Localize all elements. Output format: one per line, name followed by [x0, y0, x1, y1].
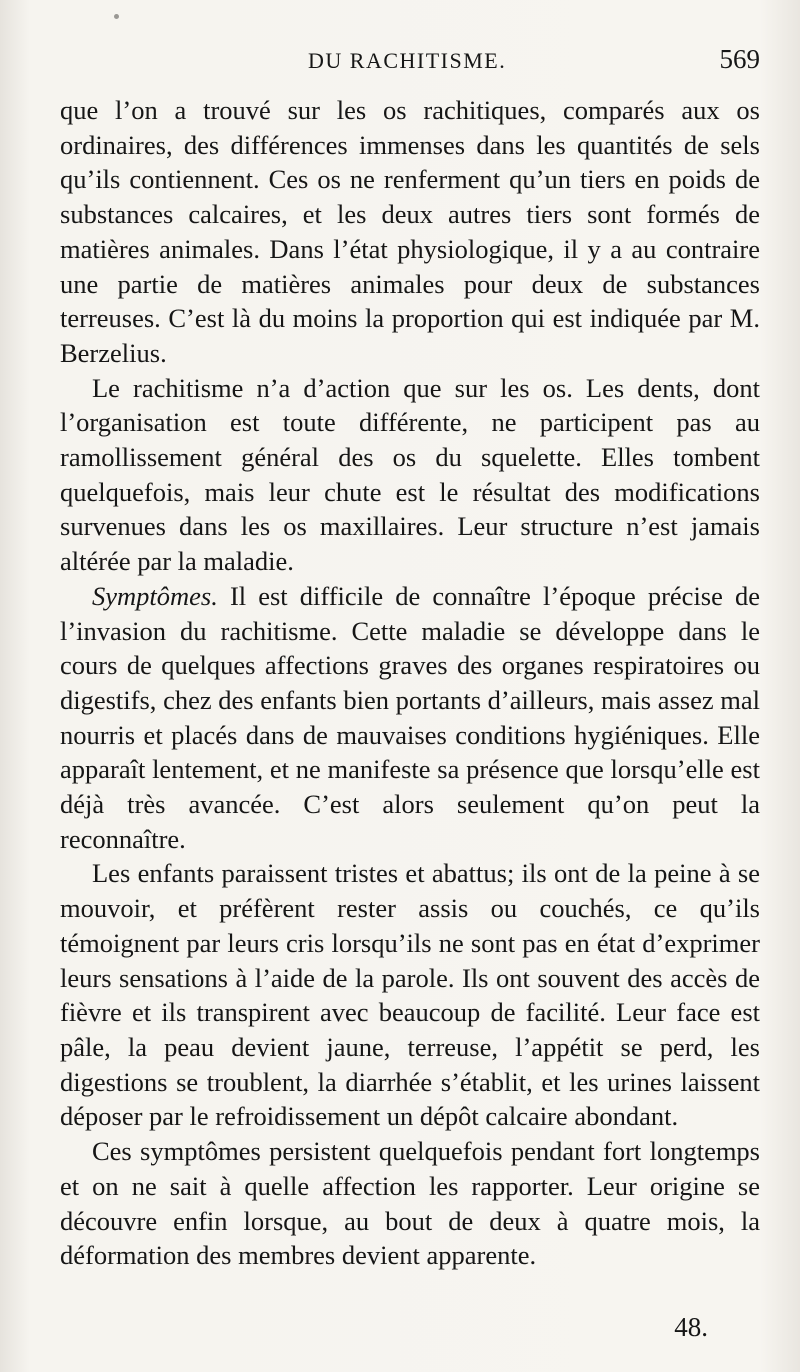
- paragraph-3-text: Il est difficile de connaître l’époque précise de l’invasion du rachitisme. Cette maladie se développe dans le cours de quelques affections graves des organes respiratoires ou digestifs, chez des enfants bien portants d’ailleurs, mais assez mal nourris et placés dans de mauvaises conditions hygiéniques. Elle apparaît lentement, et ne manifeste sa présence que lorsqu’elle est déjà très avancée. C’est alors seulement qu’on peut la reconnaître.: [60, 580, 760, 854]
- paragraph-4: Les enfants paraissent tristes et abattus; ils ont de la peine à se mouvoir, et préfèrent rester assis ou couchés, ce qu’ils témoignent par leurs cris lorsqu’ils ne sont pas en état d’exprimer leurs sensations à l’aide de la parole. Ils ont souvent des accès de fièvre et ils transpirent avec beaucoup de facilité. Leur face est pâle, la peau devient jaune, terreuse, l’appétit se perd, les digestions se troublent, la diarrhée s’établit, et les urines laissent déposer par le refroidissement un dépôt calcaire abondant.: [60, 858, 760, 1132]
- running-title: DU RACHITISME.: [308, 48, 507, 73]
- signature-mark: 48.: [674, 1312, 708, 1342]
- page-number: 569: [719, 44, 760, 74]
- paragraph-1: que l’on a trouvé sur les os rachitiques, comparés aux os ordinaires, des différences immenses dans les quantités de sels qu’ils contiennent. Ces os ne renferment qu’un tiers en poids de substances calcaires, et les deux autres tiers sont formés de matières animales. Dans l’état physiologique, il y a au contraire une partie de matières animales pour deux de substances terreuses. C’est là du moins la proportion qui est indiquée par M. Berzelius.: [60, 95, 760, 368]
- paragraph-5: Ces symptômes persistent quelquefois pendant fort longtemps et on ne sait à quelle affection les rapporter. Leur origine se découvre enfin lorsque, au bout de deux à quatre mois, la déformation des membres devient apparente.: [60, 1136, 760, 1271]
- paragraph-2: Le rachitisme n’a d’action que sur les os. Les dents, dont l’organisation est toute différente, ne participent pas au ramollissement général des os du squelette. Elles tombent quelquefois, mais leur chute est le résultat des modifications survenues dans les os maxillaires. Leur structure n’est jamais altérée par la maladie.: [60, 372, 760, 577]
- paragraph-3: [60, 579, 760, 857]
- body-text: [60, 93, 760, 1273]
- ink-speck: [114, 14, 119, 19]
- section-heading-symptomes: Symptômes.: [92, 580, 218, 611]
- running-head: [60, 44, 760, 80]
